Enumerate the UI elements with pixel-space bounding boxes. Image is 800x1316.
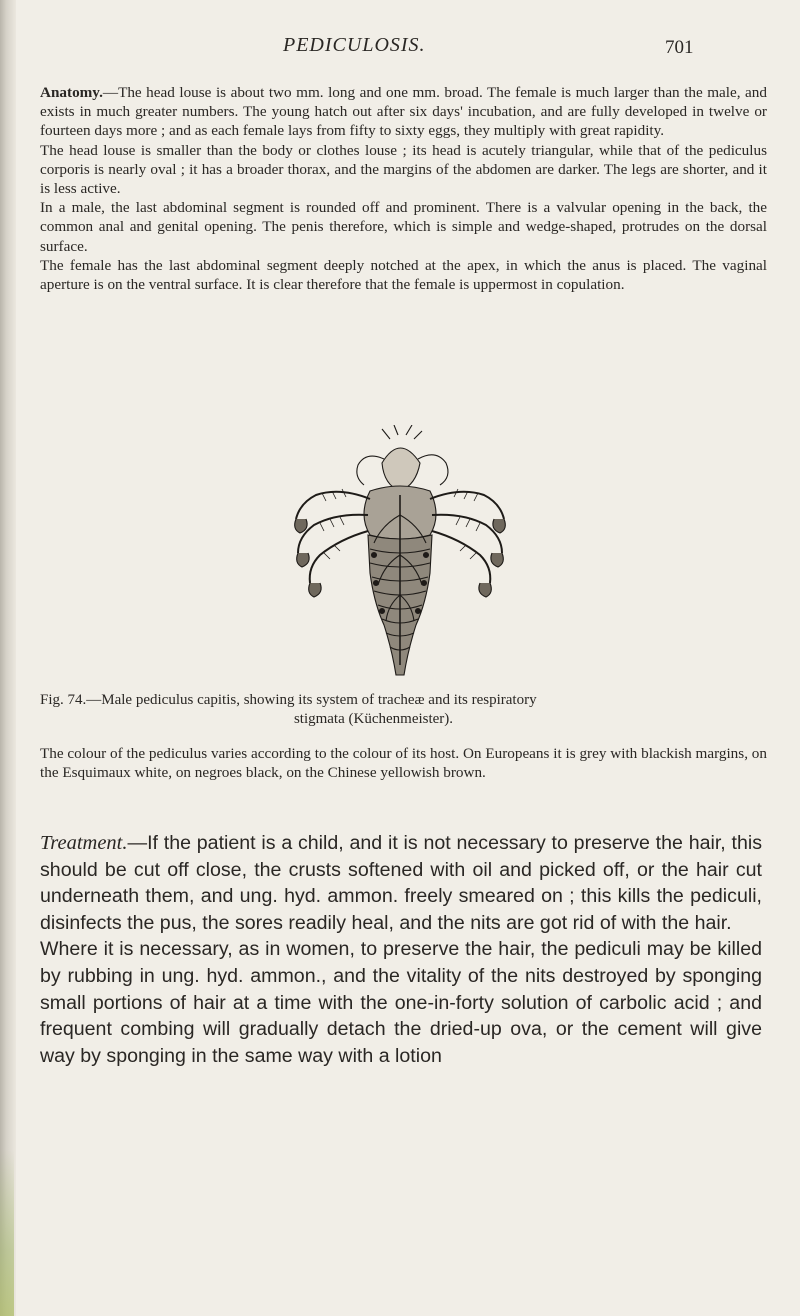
figure-caption [40,691,767,729]
treatment-paragraph [40,830,762,936]
anatomy-paragraph-text: —The head louse is about two mm. long and one mm. broad. The female is much larger than the male, and exists in much greater numbers. The young hatch out after six days' incubation, and are fully developed in twelve or fourteen days more ; and as each female lays from fifty to sixty eggs, they multiply with great rapidity. [40,84,767,140]
colour-section [40,744,767,782]
treatment-section [40,830,762,1069]
figure-caption-line: Fig. 74.—Male pediculus capitis, showing its system of tracheæ and its respiratory [40,692,537,708]
running-title: PEDICULOSIS. [283,34,426,56]
anatomy-paragraph: The female has the last abdominal segment deeply notched at the apex, in which the anus is placed. The vaginal aperture is on the ventral surface. It is clear therefore that the female is uppermost in copulation. [40,256,767,294]
colour-paragraph: The colour of the pediculus varies according to the colour of its host. On Europeans it is grey with blackish margins, on the Esquimaux white, on negroes black, on the Chinese yellowish brown. [40,745,767,782]
louse-engraving [270,425,530,687]
page-number: 701 [665,37,694,58]
treatment-heading: Treatment. [40,832,128,854]
anatomy-section [40,83,767,294]
louse-illustration [270,425,530,687]
running-head [0,34,800,58]
treatment-paragraph: Where it is necessary, as in women, to preserve the hair, the pediculi may be killed by rubbing in ung. hyd. ammon., and the vitality of the nits destroyed by sponging small portions of hair at a time with the one-in-forty solution of carbolic acid ; and frequent combing will gradually detach the dried-up ova, or the cement will give way by sponging in the same way with a lotion [40,938,762,1067]
anatomy-paragraph [40,83,767,141]
anatomy-paragraph: The head louse is smaller than the body or clothes louse ; its head is acutely triangular, while that of the pediculus corporis is nearly oval ; it has a broader thorax, and the margins of the abdomen are darker. The legs are shorter, and it is less active. [40,141,767,198]
anatomy-heading: Anatomy. [40,84,103,101]
treatment-paragraph-text: —If the patient is a child, and it is not necessary to preserve the hair, this should be cut off close, the crusts softened with oil and picked off, or the hair cut underneath them, and ung. hyd. ammon. freely smeared on ; this kills the pediculi, disinfects the pus, the sores readily heal, and the nits are got rid of with the hair. [40,832,762,934]
figure-caption-line: stigmata (Küchenmeister). [293,711,454,727]
page-binding-shadow [0,0,16,1316]
anatomy-paragraph: In a male, the last abdominal segment is rounded off and prominent. There is a valvular opening in the back, the common anal and genital opening. The penis therefore, which is simple and wedge-shaped, protrudes on the dorsal surface. [40,199,767,255]
page-edge-stain [0,1150,14,1316]
